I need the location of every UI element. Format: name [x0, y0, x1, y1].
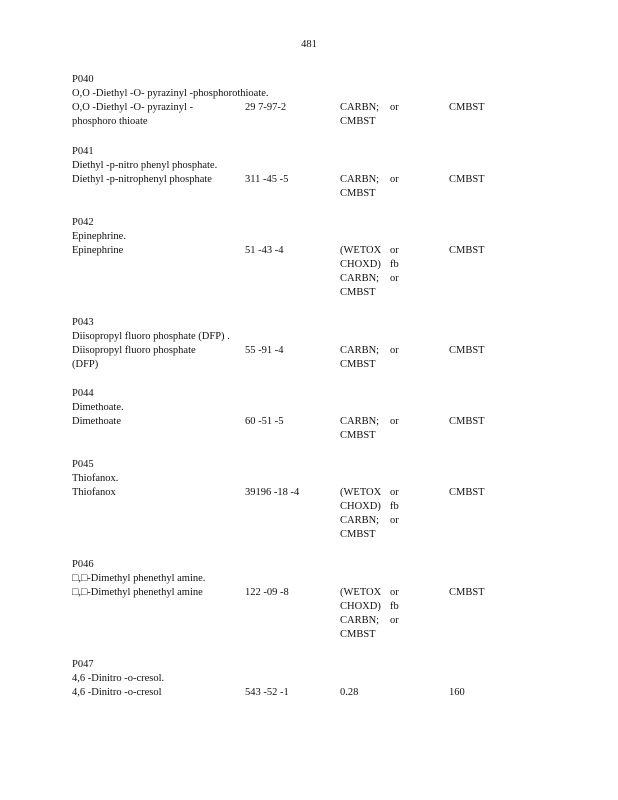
waste-entry-p042 — [72, 216, 592, 300]
table-row — [72, 429, 592, 443]
cas-number: 122 -09 -8 — [245, 587, 289, 598]
connector: or — [390, 273, 399, 284]
waste-description-text: O,O -Diethyl -O- pyrazinyl -phosphorothioate. — [72, 88, 269, 99]
treatment-standard: CMBST — [340, 188, 376, 199]
waste-code — [72, 316, 592, 330]
table-row — [72, 686, 592, 700]
waste-code — [72, 387, 592, 401]
waste-entry-p047 — [72, 658, 592, 700]
treatment-standard: CARBN; — [340, 345, 380, 356]
table-row — [72, 358, 592, 372]
constituent-name: Dimethoate — [72, 416, 121, 427]
cas-number: 29 7-97-2 — [245, 102, 287, 113]
waste-description — [72, 572, 592, 586]
treatment-standard: 0.28 — [340, 687, 359, 698]
table-row — [72, 486, 592, 500]
treatment-standard-alt: CMBST — [449, 174, 485, 185]
table-row — [72, 500, 592, 514]
treatment-standard: (WETOX — [340, 245, 382, 256]
waste-description-text: Epinephrine. — [72, 231, 126, 242]
treatment-standard: CMBST — [340, 430, 376, 441]
connector: or — [390, 587, 399, 598]
treatment-standard: CHOXD) — [340, 501, 381, 512]
cas-number: 39196 -18 -4 — [245, 487, 300, 498]
waste-code-label: P046 — [72, 559, 94, 570]
constituent-name: phosphoro thioate — [72, 116, 148, 127]
connector: or — [390, 515, 399, 526]
constituent-name: Thiofanox — [72, 487, 116, 498]
treatment-standard: CARBN; — [340, 416, 380, 427]
page-number: 481 — [301, 39, 317, 50]
connector: or — [390, 345, 399, 356]
treatment-standard: (WETOX — [340, 487, 382, 498]
table-row — [72, 187, 592, 201]
treatment-standard-alt: CMBST — [449, 345, 485, 356]
connector: or — [390, 174, 399, 185]
waste-code-label: P044 — [72, 388, 94, 399]
waste-entry-p040 — [72, 73, 592, 129]
treatment-standard: (WETOX — [340, 587, 382, 598]
treatment-standard: CARBN; — [340, 615, 380, 626]
treatment-standard: CARBN; — [340, 273, 380, 284]
table-row — [72, 344, 592, 358]
treatment-standard: CARBN; — [340, 174, 380, 185]
constituent-name: □,□-Dimethyl phenethyl amine — [72, 587, 203, 598]
table-row — [72, 514, 592, 528]
connector: or — [390, 615, 399, 626]
waste-description — [72, 159, 592, 173]
table-row — [72, 614, 592, 628]
table-row — [72, 586, 592, 600]
cas-number: 60 -51 -5 — [245, 416, 284, 427]
treatment-standard-alt: CMBST — [449, 416, 485, 427]
waste-code-label: P043 — [72, 317, 94, 328]
table-row — [72, 258, 592, 272]
table-row — [72, 101, 592, 115]
waste-code — [72, 73, 592, 87]
waste-entry-p044 — [72, 387, 592, 443]
waste-description — [72, 472, 592, 486]
waste-description-text: Diisopropyl fluoro phosphate (DFP) . — [72, 331, 230, 342]
constituent-name: O,O -Diethyl -O- pyrazinyl - — [72, 102, 194, 113]
treatment-standard-alt: CMBST — [449, 245, 485, 256]
waste-entry-p046 — [72, 558, 592, 642]
treatment-standard: CMBST — [340, 287, 376, 298]
waste-code-label: P045 — [72, 459, 94, 470]
connector: or — [390, 102, 399, 113]
waste-code-label: P041 — [72, 146, 94, 157]
treatment-standard: CARBN; — [340, 102, 380, 113]
waste-code — [72, 658, 592, 672]
treatment-standard: CHOXD) — [340, 259, 381, 270]
treatment-standard: CMBST — [340, 116, 376, 127]
waste-description — [72, 87, 592, 101]
table-row — [72, 286, 592, 300]
waste-entry-p045 — [72, 458, 592, 542]
treatment-standard-alt: CMBST — [449, 487, 485, 498]
waste-description-text: Dimethoate. — [72, 402, 124, 413]
treatment-standard: CMBST — [340, 529, 376, 540]
treatment-standard-alt: CMBST — [449, 102, 485, 113]
waste-description — [72, 401, 592, 415]
waste-code — [72, 558, 592, 572]
table-row — [72, 244, 592, 258]
connector: or — [390, 416, 399, 427]
connector: fb — [390, 601, 399, 612]
waste-description — [72, 230, 592, 244]
connector: fb — [390, 501, 399, 512]
constituent-name: Diethyl -p-nitrophenyl phosphate — [72, 174, 212, 185]
waste-description — [72, 672, 592, 686]
table-row — [72, 173, 592, 187]
table-row — [72, 600, 592, 614]
table-row — [72, 272, 592, 286]
waste-description-text: Diethyl -p-nitro phenyl phosphate. — [72, 160, 218, 171]
waste-entry-p041 — [72, 145, 592, 201]
treatment-standard: CHOXD) — [340, 601, 381, 612]
table-row — [72, 528, 592, 542]
constituent-name: (DFP) — [72, 359, 99, 370]
cas-number: 311 -45 -5 — [245, 174, 289, 185]
waste-code-label: P047 — [72, 659, 94, 670]
table-row — [72, 628, 592, 642]
cas-number: 55 -91 -4 — [245, 345, 284, 356]
waste-code — [72, 145, 592, 159]
constituent-name: Epinephrine — [72, 245, 124, 256]
waste-description-text: 4,6 -Dinitro -o-cresol. — [72, 673, 165, 684]
waste-code — [72, 458, 592, 472]
waste-description-text: □,□-Dimethyl phenethyl amine. — [72, 573, 206, 584]
treatment-standard: CMBST — [340, 359, 376, 370]
treatment-standard: CMBST — [340, 629, 376, 640]
treatment-standard-alt: 160 — [449, 687, 465, 698]
waste-entry-p043 — [72, 316, 592, 372]
connector: or — [390, 487, 399, 498]
waste-code-label: P042 — [72, 217, 94, 228]
waste-code — [72, 216, 592, 230]
table-row — [72, 415, 592, 429]
connector: or — [390, 245, 399, 256]
constituent-name: Diisopropyl fluoro phosphate — [72, 345, 196, 356]
cas-number: 543 -52 -1 — [245, 687, 289, 698]
waste-description — [72, 330, 592, 344]
treatment-standard: CARBN; — [340, 515, 380, 526]
waste-description-text: Thiofanox. — [72, 473, 119, 484]
connector: fb — [390, 259, 399, 270]
waste-code-label: P040 — [72, 74, 94, 85]
cas-number: 51 -43 -4 — [245, 245, 284, 256]
treatment-standard-alt: CMBST — [449, 587, 485, 598]
constituent-name: 4,6 -Dinitro -o-cresol — [72, 687, 162, 698]
table-row — [72, 115, 592, 129]
